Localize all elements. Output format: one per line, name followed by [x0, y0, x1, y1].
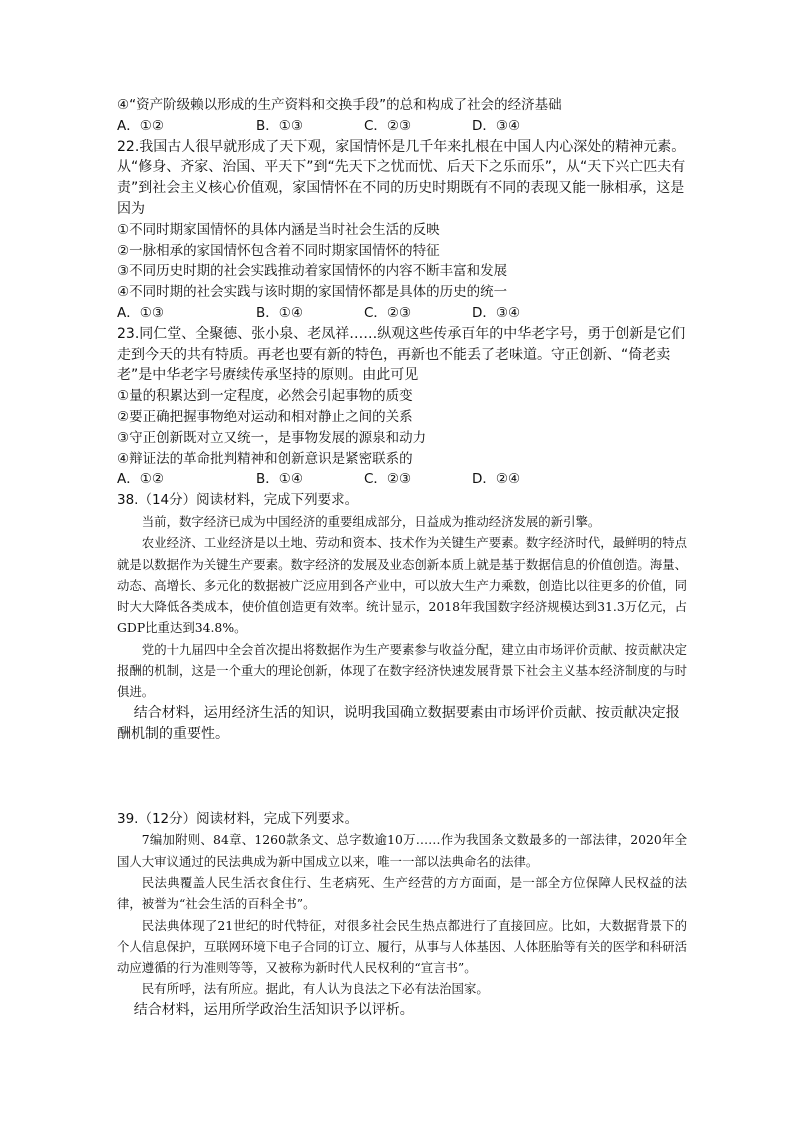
q23-option-a: A．①②	[117, 471, 164, 488]
q21-tail	[117, 95, 687, 137]
q22-statement-3: ③不同历史时期的社会实践推动着家国情怀的内容不断丰富和发展	[117, 263, 508, 280]
q23-option-b: B．①④	[256, 471, 303, 488]
q21-options	[117, 116, 687, 137]
q22-option-b: B．①④	[256, 304, 303, 321]
q21-option-d: D．③④	[472, 117, 521, 134]
q23-statement-3: ③守正创新既对立又统一，是事物发展的源泉和动力	[117, 429, 427, 446]
q23-statement-2: ②要正确把握事物绝对运动和相对静止之间的关系	[117, 408, 413, 425]
q23-statement-4: ④辩证法的革命批判精神和创新意识是紧密联系的	[117, 450, 413, 467]
q22-option-d: D．③④	[472, 304, 521, 321]
q21-option-b: B．①③	[256, 117, 303, 134]
q23-option-c: C．②③	[364, 471, 412, 488]
q22-option-a: A．①③	[117, 304, 164, 321]
q39-material-3: 民法典体现了21世纪的时代特征，对很多社会民生热点都进行了直接回应。比如，大数据背景下的个人信息保护，互联网环境下电子合同的订立、履行，从事与人体基因、人体胚胎等有关的医学和科研活动应遵循的行为准则等等，又被称为新时代人民权利的“宣言书”。	[117, 917, 687, 976]
q39-material-2: 民法典覆盖人民生活衣食住行、生老病死、生产经营的方方面面，是一部全方位保障人民权益的法律，被誉为“社会生活的百科全书”。	[117, 875, 687, 912]
question-22	[117, 137, 687, 324]
q22-stem: 22.我国古人很早就形成了天下观，家国情怀是几千年来扎根在中国人内心深处的精神元素。从“修身、齐家、治国、平天下”到“先天下之忧而忧、后天下之乐而乐”，从“天下兴亡匹夫有责”到社会主义核心价值观，家国情怀在不同的历史时期既有不同的表现又能一脉相承，这是因为	[117, 138, 686, 217]
q23-stem: 23.同仁堂、全聚德、张小泉、老凤祥……纵观这些传承百年的中华老字号，勇于创新是它们走到今天的共有特质。再老也要有新的特色，再新也不能丢了老味道。守正创新、“倚老卖老”是中华老字号赓续传承坚持的原则。由此可见	[117, 325, 686, 384]
q22-option-c: C．②③	[364, 304, 412, 321]
q39-title: 39.（12分）阅读材料，完成下列要求。	[117, 810, 359, 827]
q38-material-2: 农业经济、工业经济是以土地、劳动和资本、技术作为关键生产要素。数字经济时代，最鲜明的特点就是以数据作为关键生产要素。数字经济的发展及业态创新本质上就是基于数据信息的价值创造。海量、动态、高增长、多元化的数据被广泛应用到各产业中，可以放大生产力乘数，创造比以往更多的价值，同时大大降低各类成本，使价值创造更有效率。统计显示，2018年我国数字经济规模达到31.3万亿元，占GDP比重达到34.8%。	[117, 535, 687, 636]
q39-material-4: 民有所呼，法有所应。据此，有人认为良法之下必有法治国家。	[141, 981, 489, 997]
question-38	[117, 490, 687, 744]
q23-option-d: D．②④	[472, 471, 521, 488]
question-23	[117, 324, 687, 490]
q22-statement-2: ②一脉相承的家国情怀包含着不同时期家国情怀的特征	[117, 242, 440, 259]
exam-content	[117, 95, 687, 1021]
q38-title: 38.（14分）阅读材料，完成下列要求。	[117, 492, 359, 509]
q22-statement-1: ①不同时期家国情怀的具体内涵是当时社会生活的反映	[117, 221, 440, 238]
q21-option-c: C．②③	[364, 117, 412, 134]
q21-statement-4: ④“资产阶级赖以形成的生产资料和交换手段”的总和构成了社会的经济基础	[117, 97, 562, 113]
q23-options	[117, 469, 687, 490]
q21-option-a: A．①②	[117, 117, 164, 134]
q22-statement-4: ④不同时期的社会实践与该时期的家国情怀都是具体的历史的统一	[117, 284, 508, 301]
q39-requirement: 结合材料，运用所学政治生活知识予以评析。	[133, 1001, 414, 1018]
answer-space	[117, 745, 687, 809]
q23-statement-1: ①量的积累达到一定程度，必然会引起事物的质变	[117, 388, 413, 405]
q38-requirement: 结合材料，运用经济生活的知识，说明我国确立数据要素由市场评价贡献、按贡献决定报酬机制的重要性。	[117, 704, 680, 742]
question-39	[117, 809, 687, 1021]
q38-material-1: 当前，数字经济已成为中国经济的重要组成部分，日益成为推动经济发展的新引擎。	[141, 513, 601, 529]
q39-material-1: 7编加附则、84章、1260款条文、总字数逾10万……作为我国条文数最多的一部法律，2020年全国人大审议通过的民法典成为新中国成立以来，唯一一部以法典命名的法律。	[117, 832, 687, 869]
q22-options	[117, 303, 687, 324]
q38-material-3: 党的十九届四中全会首次提出将数据作为生产要素参与收益分配，建立由市场评价贡献、按贡献决定报酬的机制，这是一个重大的理论创新，体现了在数字经济快速发展背景下社会主义基本经济制度的与时俱进。	[117, 641, 687, 700]
